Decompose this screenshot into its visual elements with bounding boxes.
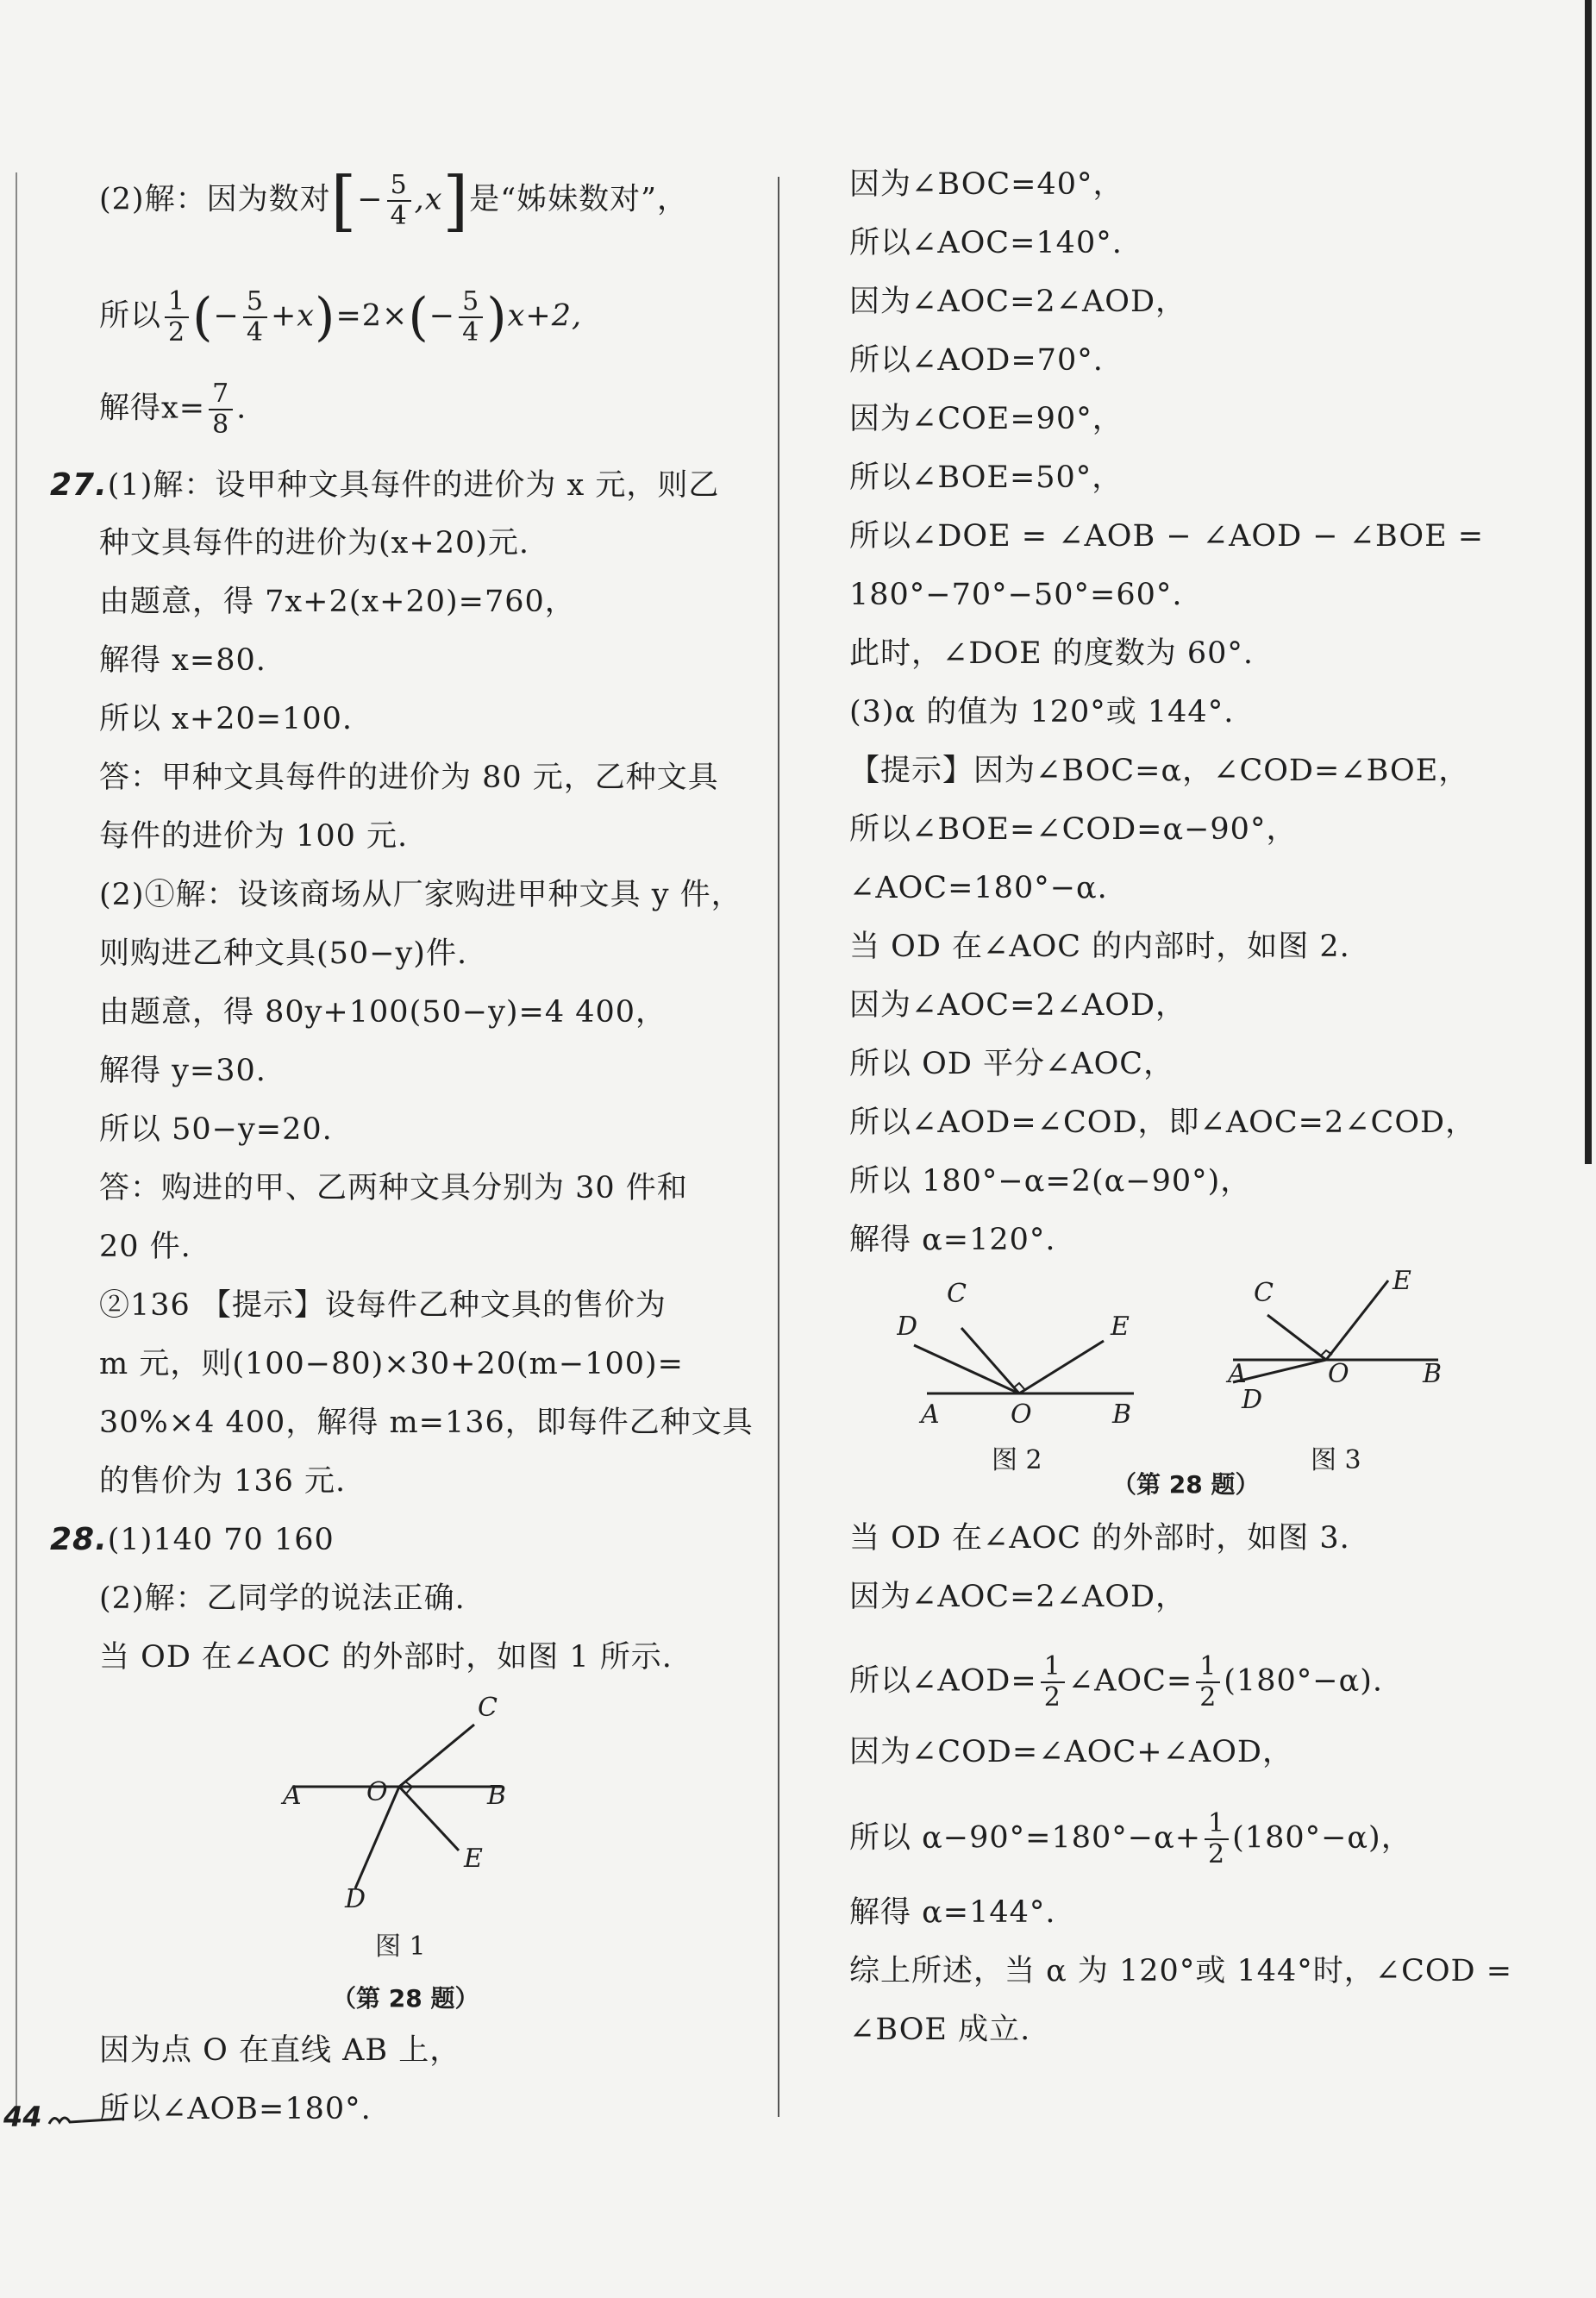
right-line4: 所以∠AOD=70°. — [849, 343, 1104, 378]
right-line26: 综上所述，当 α 为 120°或 144°时，∠COD = — [849, 1954, 1513, 1988]
right-line24 — [849, 1809, 1412, 1869]
text: x+2, — [507, 298, 583, 334]
q27-line10: 由题意，得 80y+100(50−y)=4 400， — [99, 995, 667, 1030]
right-line21: 因为∠AOC=2∠AOD， — [849, 1580, 1187, 1614]
q28-line2: (2)解：乙同学的说法正确. — [99, 1581, 466, 1616]
q27-line16: m 元，则(100−80)×30+20(m−100)= — [99, 1347, 684, 1381]
text: =2× — [335, 298, 409, 334]
page-number-text: 44 — [3, 2101, 42, 2133]
denominator: 4 — [246, 317, 264, 348]
label-d: D — [1242, 1385, 1263, 1415]
right-line25: 解得 α=144°. — [849, 1895, 1056, 1930]
right-line8: 180°−70°−50°=60°. — [849, 578, 1183, 612]
text: 所以 — [99, 298, 162, 334]
figure-title: （第 28 题） — [1112, 1470, 1260, 1499]
left-bracket: [ — [330, 162, 358, 239]
right-bracket: ] — [442, 162, 470, 239]
right-line22 — [849, 1652, 1383, 1713]
ray-oe — [1019, 1341, 1104, 1393]
text: (180°−α)， — [1232, 1820, 1412, 1856]
ray-oc — [399, 1725, 474, 1787]
page-edge — [1585, 0, 1592, 1164]
right-line10: (3)α 的值为 120°或 144°. — [849, 695, 1235, 729]
label-c: C — [947, 1279, 967, 1309]
right-line15: 因为∠AOC=2∠AOD， — [849, 988, 1187, 1023]
ray-oe — [1326, 1280, 1388, 1360]
numerator: 1 — [1205, 1809, 1229, 1840]
right-line18: 所以 180°−α=2(α−90°)， — [849, 1164, 1252, 1199]
q27-line4: 解得 x=80. — [99, 643, 266, 678]
q27-line17: 30%×4 400，解得 m=136，即每件乙种文具 — [99, 1406, 754, 1440]
right-line9: 此时，∠DOE 的度数为 60°. — [849, 636, 1255, 671]
denominator: 4 — [390, 201, 408, 231]
fraction — [1196, 1652, 1220, 1713]
label-b: B — [1423, 1359, 1443, 1389]
label-o: O — [1328, 1359, 1349, 1389]
q27-line14: 20 件. — [99, 1230, 191, 1264]
label-b: B — [487, 1781, 507, 1811]
paren: ( — [408, 287, 429, 348]
right-line5: 因为∠COE=90°， — [849, 402, 1123, 436]
fraction — [243, 287, 267, 348]
q28-line1 — [50, 1521, 335, 1559]
fraction — [387, 171, 411, 231]
question-number: 27. — [50, 467, 108, 503]
label-a: A — [1228, 1359, 1247, 1389]
right-line27: ∠BOE 成立. — [849, 2013, 1031, 2047]
text: (180°−α). — [1224, 1663, 1383, 1699]
right-line11: 【提示】因为∠BOC=α，∠COD=∠BOE， — [849, 754, 1470, 788]
right-line6: 所以∠BOE=50°， — [849, 460, 1123, 495]
ray-od — [1233, 1360, 1326, 1382]
denominator: 2 — [1208, 1839, 1226, 1869]
text: 解得x= — [99, 391, 206, 426]
right-line3: 因为∠AOC=2∠AOD， — [849, 285, 1187, 319]
label-o: O — [366, 1777, 388, 1807]
label-d: D — [345, 1884, 366, 1914]
q26-part2-line2: 所以 $\frac{1}{2}$ (− $\frac{5}{4}$ +x)=2×(− $\frac{5}{4}$ )x+2, — [99, 286, 583, 348]
ray-oc — [961, 1328, 1019, 1393]
q27-line18: 的售价为 136 元. — [99, 1464, 347, 1499]
text: ∠AOC= — [1067, 1663, 1193, 1699]
q27-line15: ②136 【提示】设每件乙种文具的售价为 — [99, 1288, 667, 1323]
numerator: 5 — [387, 171, 411, 202]
numerator: 1 — [165, 287, 189, 318]
right-line13: ∠AOC=180°−α. — [849, 871, 1108, 905]
text: ,x — [414, 182, 443, 217]
paren: ( — [192, 287, 214, 348]
text: 所以∠AOD= — [849, 1663, 1037, 1699]
figure-1 — [276, 1690, 552, 1914]
right-line17: 所以∠AOD=∠COD，即∠AOC=2∠COD， — [849, 1105, 1477, 1140]
numerator: 5 — [243, 287, 267, 318]
label-e: E — [464, 1844, 483, 1874]
right-line1: 因为∠BOC=40°， — [849, 167, 1124, 202]
figure-1-caption: 图 1 — [375, 1932, 426, 1962]
q27-line2: 种文具每件的进价为(x+20)元. — [99, 526, 530, 560]
page-number — [3, 2101, 125, 2133]
q27-line8: (2)①解：设该商场从厂家购进甲种文具 y 件， — [99, 878, 742, 912]
q27-line13: 答：购进的甲、乙两种文具分别为 30 件和 — [99, 1171, 688, 1205]
text: 是“姊妹数对”， — [469, 182, 688, 217]
label-b: B — [1112, 1399, 1132, 1430]
q27-line7: 每件的进价为 100 元. — [99, 819, 409, 854]
page-ornament-icon — [47, 2110, 125, 2127]
numerator: 1 — [1041, 1652, 1065, 1683]
text: +x — [270, 298, 316, 334]
text: (1)140 70 160 — [107, 1523, 335, 1557]
q27-line12: 所以 50−y=20. — [99, 1112, 333, 1147]
label-a: A — [921, 1399, 940, 1430]
label-o: O — [1011, 1399, 1032, 1430]
right-line23: 因为∠COD=∠AOC+∠AOD， — [849, 1735, 1293, 1769]
text: (2)解：因为数对 — [99, 182, 331, 217]
q26-part2-line1: (2)解：因为数对[− $\frac{5}{4}$ ,x]是“姊妹数对”， — [99, 162, 688, 239]
right-line16: 所以 OD 平分∠AOC， — [849, 1047, 1175, 1081]
label-e: E — [1111, 1312, 1130, 1342]
label-c: C — [1254, 1278, 1274, 1308]
figure-3 — [1216, 1263, 1474, 1418]
label-d: D — [897, 1312, 918, 1342]
q28-line5: 所以∠AOB=180°. — [99, 2092, 372, 2126]
right-line20: 当 OD 在∠AOC 的外部时，如图 3. — [849, 1521, 1350, 1556]
left-margin-rule — [16, 172, 17, 2113]
label-c: C — [478, 1693, 498, 1723]
right-line12: 所以∠BOE=∠COD=α−90°， — [849, 812, 1298, 847]
q28-line4: 因为点 O 在直线 AB 上， — [99, 2033, 461, 2068]
label-a: A — [283, 1781, 302, 1811]
ray-oe — [399, 1787, 459, 1850]
q27-line9: 则购进乙种文具(50−y)件. — [99, 936, 468, 971]
ray-oc — [1267, 1315, 1326, 1360]
fraction — [459, 287, 483, 348]
fraction — [165, 287, 189, 348]
right-line7: 所以∠DOE = ∠AOB − ∠AOD − ∠BOE = — [849, 519, 1485, 554]
figure-2-caption: 图 2 — [992, 1445, 1042, 1475]
q28-line3: 当 OD 在∠AOC 的外部时，如图 1 所示. — [99, 1640, 673, 1675]
fraction — [209, 379, 233, 440]
q27-line5: 所以 x+20=100. — [99, 702, 353, 736]
figure-2 — [897, 1276, 1155, 1431]
q27-line11: 解得 y=30. — [99, 1054, 266, 1088]
numerator: 7 — [209, 379, 233, 410]
paren: ) — [486, 287, 508, 348]
numerator: 1 — [1196, 1652, 1220, 1683]
right-line2: 所以∠AOC=140°. — [849, 226, 1123, 260]
q27-line6: 答：甲种文具每件的进价为 80 元，乙种文具 — [99, 761, 719, 795]
ray-od — [914, 1345, 1019, 1393]
fraction — [1205, 1809, 1229, 1869]
text: 所以 α−90°=180°−α+ — [849, 1820, 1202, 1856]
denominator: 4 — [462, 317, 480, 348]
figure-3-caption: 图 3 — [1311, 1445, 1361, 1475]
text: (1)解：设甲种文具每件的进价为 x 元，则乙 — [107, 468, 720, 503]
figure-title: （第 28 题） — [332, 1984, 479, 2013]
denominator: 2 — [1199, 1682, 1217, 1713]
q27-line1 — [50, 466, 719, 504]
denominator: 8 — [212, 410, 230, 440]
right-line14: 当 OD 在∠AOC 的内部时，如图 2. — [849, 930, 1350, 964]
q27-line3: 由题意，得 7x+2(x+20)=760， — [99, 585, 576, 619]
denominator: 2 — [1043, 1682, 1061, 1713]
fraction — [1041, 1652, 1065, 1713]
right-line19: 解得 α=120°. — [849, 1223, 1056, 1257]
label-e: E — [1393, 1266, 1411, 1296]
column-divider — [778, 177, 779, 2117]
q26-part2-line3: 解得x= $\frac{7}{8}$ . — [99, 379, 247, 440]
question-number: 28. — [50, 1522, 108, 1557]
paren: ) — [315, 287, 336, 348]
numerator: 5 — [459, 287, 483, 318]
denominator: 2 — [168, 317, 186, 348]
